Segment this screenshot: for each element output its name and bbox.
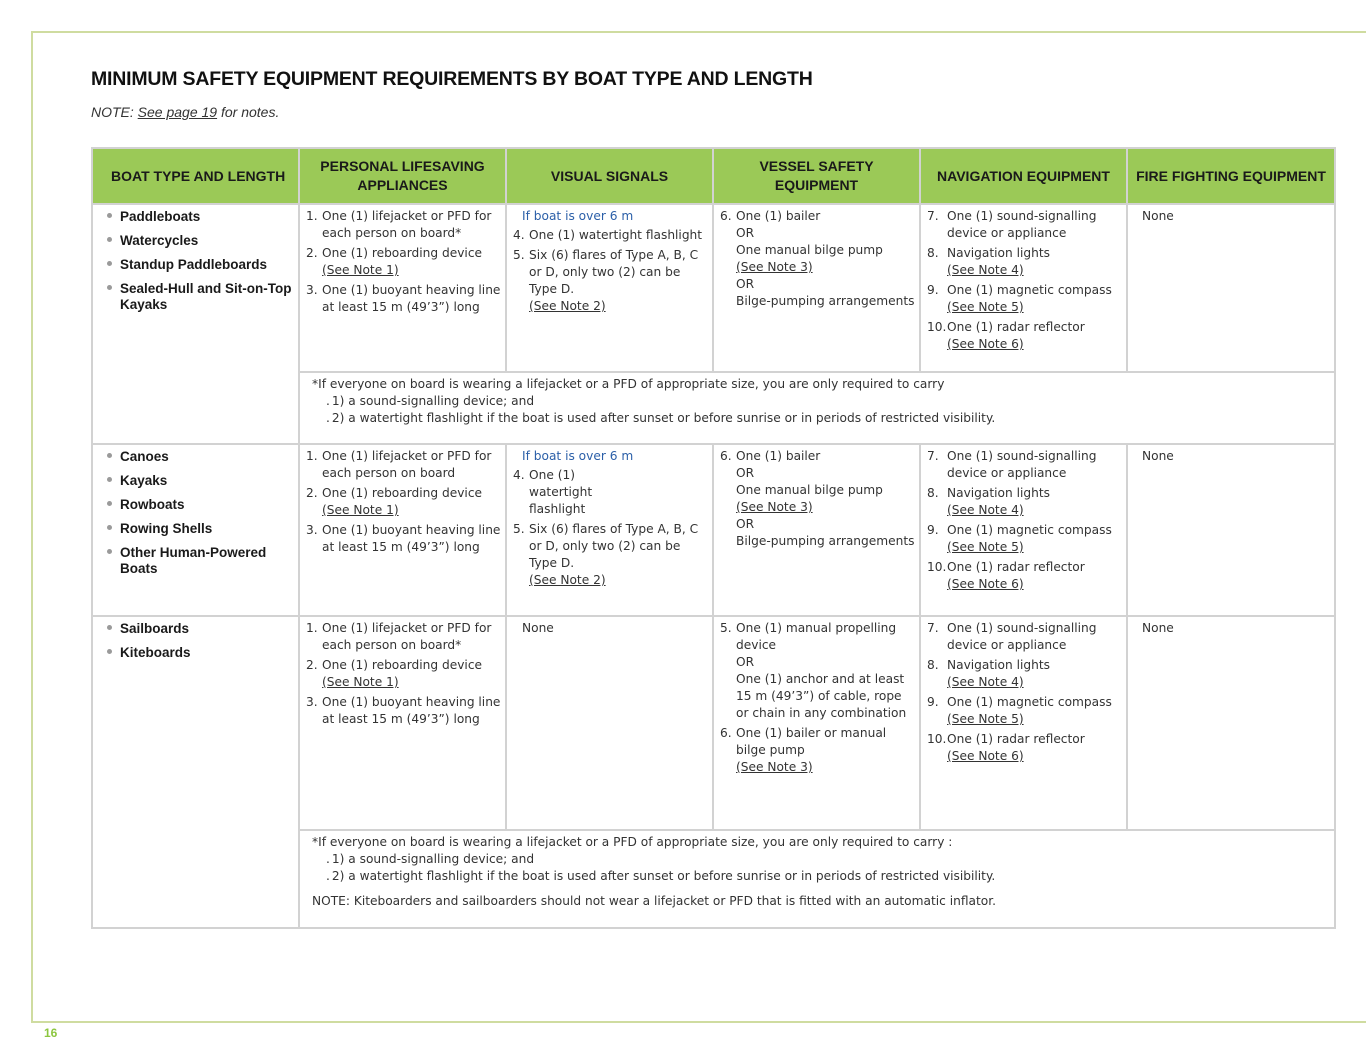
footnote-text: *If everyone on board is wearing a lifejacket or a PFD of appropriate size, you are only required to carry : — [312, 835, 953, 849]
list-item — [306, 245, 501, 279]
item-text: Navigation lights — [947, 486, 1050, 500]
item-text: One (1) sound-signalling device or appliance — [947, 621, 1097, 652]
footnote-item: . 1) a sound-signalling device; and — [326, 394, 535, 408]
list-item — [306, 448, 501, 482]
see-note-link[interactable]: (See Note 1) — [322, 675, 399, 689]
header-vessel-safety: VESSEL SAFETY EQUIPMENT — [713, 148, 920, 204]
item-text: One (1) bailer — [736, 449, 821, 463]
lifesaving-list — [306, 620, 501, 728]
list-item — [927, 657, 1122, 691]
note-suffix: for notes. — [217, 104, 280, 120]
item-text: One (1) reboarding device — [322, 246, 483, 260]
see-note-link[interactable]: (See Note 3) — [736, 260, 813, 274]
vessel-safety-cell — [713, 616, 920, 830]
item-number: 6. — [720, 726, 732, 740]
list-item — [306, 657, 501, 691]
boat-list — [106, 449, 292, 577]
item-text: One (1) watertight flashlight — [529, 468, 593, 516]
footnote-item: . 2) a watertight flashlight if the boat is used after sunset or before sunrise or in periods of restricted visibility. — [326, 411, 996, 425]
see-note-link[interactable]: (See Note 3) — [736, 500, 813, 514]
list-item — [720, 725, 915, 776]
list-item — [720, 208, 915, 310]
list-item: Standup Paddleboards — [106, 257, 292, 273]
see-note-link[interactable]: (See Note 2) — [529, 299, 606, 313]
item-text: One (1) reboarding device — [322, 486, 483, 500]
list-item: Rowing Shells — [106, 521, 292, 537]
table-row — [92, 616, 1335, 830]
lifesaving-cell — [299, 616, 506, 830]
list-item: Kayaks — [106, 473, 292, 489]
list-item — [720, 620, 915, 722]
header-navigation: NAVIGATION EQUIPMENT — [920, 148, 1127, 204]
navigation-cell — [920, 616, 1127, 830]
see-note-link[interactable]: (See Note 6) — [947, 577, 1024, 591]
item-number: 1. — [306, 209, 318, 223]
item-number: 1. — [306, 621, 318, 635]
item-number: 9. — [927, 523, 939, 537]
visual-condition: If boat is over 6 m — [522, 209, 634, 223]
footnote-cell — [299, 830, 1335, 928]
or-text: OR — [736, 655, 755, 669]
item-text: Navigation lights — [947, 246, 1050, 260]
page-frame-top — [31, 31, 1366, 33]
boat-list — [106, 621, 292, 661]
vessel-list — [720, 208, 915, 310]
vessel-list — [720, 620, 915, 776]
vessel-safety-cell — [713, 204, 920, 372]
lifesaving-cell — [299, 444, 506, 616]
list-item — [720, 448, 915, 550]
list-item — [306, 620, 501, 654]
list-item — [927, 282, 1122, 316]
item-text: One (1) lifejacket or PFD for each person on board* — [322, 621, 492, 652]
item-text: One (1) buoyant heaving line at least 15 m (49’3”) long — [322, 695, 501, 726]
page-frame-left — [31, 31, 33, 1023]
list-item: Sailboards — [106, 621, 292, 637]
list-item — [513, 247, 708, 315]
list-item — [927, 319, 1122, 353]
list-item — [306, 485, 501, 519]
item-text: One (1) radar reflector — [947, 732, 1085, 746]
footnote-item: . 2) a watertight flashlight if the boat is used after sunset or before sunrise or in periods of restricted visibility. — [326, 869, 996, 883]
item-text: One (1) buoyant heaving line at least 15 m (49’3”) long — [322, 283, 501, 314]
visual-signals-cell — [506, 444, 713, 616]
see-note-link[interactable]: (See Note 3) — [736, 760, 813, 774]
or-text: OR — [736, 226, 755, 240]
list-item — [927, 620, 1122, 654]
item-number: 5. — [720, 621, 732, 635]
item-text: One (1) radar reflector — [947, 320, 1085, 334]
item-text: One (1) magnetic compass — [947, 523, 1112, 537]
item-text: One (1) magnetic compass — [947, 695, 1112, 709]
visual-condition: If boat is over 6 m — [522, 449, 634, 463]
see-note-link[interactable]: (See Note 5) — [947, 540, 1024, 554]
item-number: 2. — [306, 486, 318, 500]
item-number: 3. — [306, 523, 318, 537]
item-number: 7. — [927, 209, 939, 223]
item-number: 5. — [513, 522, 525, 536]
item-text: Bilge-pumping arrangements — [736, 294, 915, 308]
note-prefix: NOTE: — [91, 104, 138, 120]
item-number: 9. — [927, 695, 939, 709]
vessel-list — [720, 448, 915, 550]
list-item — [927, 694, 1122, 728]
item-text: One (1) manual propelling device — [736, 621, 897, 652]
item-number: 6. — [720, 449, 732, 463]
or-text: OR — [736, 466, 755, 480]
item-number: 10. — [927, 320, 947, 334]
or-text: OR — [736, 517, 755, 531]
boat-types-cell — [92, 204, 299, 444]
list-item: Sealed-Hull and Sit-on-Top Kayaks — [106, 281, 292, 313]
lifesaving-list — [306, 208, 501, 316]
item-text: Bilge-pumping arrangements — [736, 534, 915, 548]
header-lifesaving: PERSONAL LIFESAVING APPLIANCES — [299, 148, 506, 204]
item-number: 7. — [927, 621, 939, 635]
footnote-item-text: 1) a sound-signalling device; and — [331, 394, 535, 408]
see-note-link[interactable]: (See Note 1) — [322, 263, 399, 277]
header-fire-fighting: FIRE FIGHTING EQUIPMENT — [1127, 148, 1335, 204]
list-item — [513, 521, 708, 589]
item-number: 7. — [927, 449, 939, 463]
item-text: One (1) bailer or manual bilge pump — [736, 726, 887, 757]
list-item: Watercycles — [106, 233, 292, 249]
list-item — [927, 208, 1122, 242]
fire-fighting-cell: None — [1127, 444, 1335, 616]
navigation-list — [927, 620, 1122, 765]
item-text: One manual bilge pump — [736, 483, 883, 497]
list-item — [927, 559, 1122, 593]
vessel-safety-cell — [713, 444, 920, 616]
footnote-item: . 1) a sound-signalling device; and — [326, 852, 535, 866]
visual-none: None — [522, 621, 554, 635]
footnote-item-text: 2) a watertight flashlight if the boat is used after sunset or before sunrise or in periods of restricted visibility. — [331, 869, 996, 883]
table-row — [92, 444, 1335, 616]
item-text: One (1) watertight flashlight — [529, 228, 703, 242]
item-number: 2. — [306, 658, 318, 672]
item-number: 10. — [927, 560, 947, 574]
see-note-link[interactable]: (See Note 4) — [947, 503, 1024, 517]
item-text: One (1) buoyant heaving line at least 15 m (49’3”) long — [322, 523, 501, 554]
list-item — [927, 448, 1122, 482]
list-item: Other Human-Powered Boats — [106, 545, 292, 577]
boat-types-cell — [92, 616, 299, 928]
navigation-cell — [920, 444, 1127, 616]
list-item — [306, 208, 501, 242]
navigation-cell — [920, 204, 1127, 372]
table-header-row — [92, 148, 1335, 204]
list-item: Canoes — [106, 449, 292, 465]
item-text: One (1) reboarding device — [322, 658, 483, 672]
item-number: 2. — [306, 246, 318, 260]
see-note-link[interactable]: (See Note 4) — [947, 263, 1024, 277]
item-number: 6. — [720, 209, 732, 223]
kiteboard-note: NOTE: Kiteboarders and sailboarders should not wear a lifejacket or PFD that is fitted with an automatic inflator. — [312, 894, 996, 908]
item-number: 5. — [513, 248, 525, 262]
page-note — [91, 104, 279, 120]
list-item — [513, 467, 708, 518]
item-number: 8. — [927, 246, 939, 260]
item-text: Six (6) flares of Type A, B, C or D, only two (2) can be Type D. — [529, 248, 699, 296]
item-text: One (1) magnetic compass — [947, 283, 1112, 297]
list-item — [927, 731, 1122, 765]
list-item — [927, 245, 1122, 279]
footnote-text: *If everyone on board is wearing a lifejacket or a PFD of appropriate size, you are only required to carry — [312, 377, 945, 391]
page-title: MINIMUM SAFETY EQUIPMENT REQUIREMENTS BY BOAT TYPE AND LENGTH — [91, 68, 813, 90]
lifesaving-list — [306, 448, 501, 556]
item-number: 3. — [306, 283, 318, 297]
fire-fighting-cell: None — [1127, 616, 1335, 830]
list-item — [513, 227, 708, 244]
list-item — [306, 694, 501, 728]
page-frame-bottom — [31, 1021, 1366, 1023]
list-item — [306, 282, 501, 316]
visual-signals-cell — [506, 204, 713, 372]
fire-fighting-cell: None — [1127, 204, 1335, 372]
visual-list — [513, 467, 708, 589]
list-item: Kiteboards — [106, 645, 292, 661]
item-text: Six (6) flares of Type A, B, C or D, only two (2) can be Type D. — [529, 522, 699, 570]
list-item: Paddleboats — [106, 209, 292, 225]
item-text: One manual bilge pump — [736, 243, 883, 257]
table-row — [92, 204, 1335, 372]
visual-list — [513, 227, 708, 315]
see-note-link[interactable]: (See Note 6) — [947, 749, 1024, 763]
item-text: One (1) sound-signalling device or appliance — [947, 209, 1097, 240]
item-number: 9. — [927, 283, 939, 297]
navigation-list — [927, 208, 1122, 353]
boat-types-cell — [92, 444, 299, 616]
see-note-link[interactable]: (See Note 5) — [947, 300, 1024, 314]
item-number: 10. — [927, 732, 947, 746]
boat-list — [106, 209, 292, 313]
header-boat-type: BOAT TYPE AND LENGTH — [92, 148, 299, 204]
safety-equipment-table — [91, 147, 1336, 929]
see-page-19-link[interactable]: See page 19 — [137, 104, 218, 120]
item-number: 1. — [306, 449, 318, 463]
list-item — [927, 522, 1122, 556]
footnote-cell — [299, 372, 1335, 444]
header-visual-signals: VISUAL SIGNALS — [506, 148, 713, 204]
list-item — [927, 485, 1122, 519]
item-text: Navigation lights — [947, 658, 1050, 672]
item-text: One (1) lifejacket or PFD for each person on board* — [322, 209, 492, 240]
list-item — [306, 522, 501, 556]
item-text: One (1) radar reflector — [947, 560, 1085, 574]
item-text: One (1) lifejacket or PFD for each person on board — [322, 449, 492, 480]
item-number: 8. — [927, 658, 939, 672]
see-note-link[interactable]: (See Note 4) — [947, 675, 1024, 689]
item-number: 8. — [927, 486, 939, 500]
page-number: 16 — [44, 1026, 58, 1040]
or-text: OR — [736, 277, 755, 291]
item-text: One (1) sound-signalling device or appliance — [947, 449, 1097, 480]
see-note-link[interactable]: (See Note 1) — [322, 503, 399, 517]
lifesaving-cell — [299, 204, 506, 372]
item-number: 4. — [513, 228, 525, 242]
navigation-list — [927, 448, 1122, 593]
item-text: One (1) anchor and at least 15 m (49’3”) of cable, rope or chain in any combination — [736, 672, 907, 720]
visual-signals-cell — [506, 616, 713, 830]
item-number: 4. — [513, 468, 525, 482]
item-text: One (1) bailer — [736, 209, 821, 223]
see-note-link[interactable]: (See Note 6) — [947, 337, 1024, 351]
footnote-item-text: 1) a sound-signalling device; and — [331, 852, 535, 866]
see-note-link[interactable]: (See Note 2) — [529, 573, 606, 587]
see-note-link[interactable]: (See Note 5) — [947, 712, 1024, 726]
list-item: Rowboats — [106, 497, 292, 513]
item-number: 3. — [306, 695, 318, 709]
footnote-item-text: 2) a watertight flashlight if the boat is used after sunset or before sunrise or in periods of restricted visibility. — [331, 411, 996, 425]
